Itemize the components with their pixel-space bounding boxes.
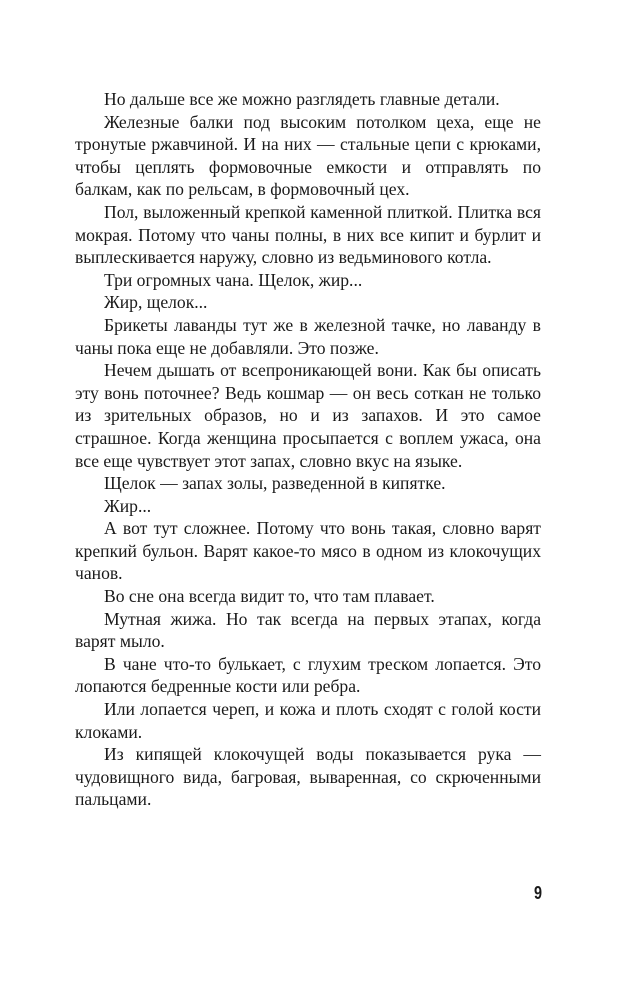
- paragraph: Жир, щелок...: [104, 292, 208, 313]
- page-number: 9: [533, 883, 542, 903]
- paragraph: Жир...: [104, 495, 152, 516]
- paragraph: Или лопается череп, и кожа и плоть сходят с голой кости клоками.: [75, 699, 541, 742]
- paragraph: Во сне она всегда видит то, что там плавает.: [104, 586, 435, 607]
- paragraph: Нечем дышать от всепроникающей вони. Как бы описать эту вонь поточнее? Ведь кошмар — он весь соткан не только из зрительных образов, но и из запахов. И это самое страшное. Когда женщина просыпается с воплем ужаса, она все еще чувствует этот запах, словно вкус на языке.: [75, 360, 541, 471]
- paragraph: В чане что-то булькает, с глухим треском лопается. Это лопаются бедренные кости или ребра.: [75, 653, 541, 697]
- paragraph: Но дальше все же можно разглядеть главные детали.: [104, 89, 500, 109]
- paragraph: Три огромных чана. Щелок, жир...: [104, 269, 363, 290]
- paragraph: Из кипящей клокочущей воды показывается рука — чудовищного вида, багровая, вываренная, со скрюченными пальцами.: [75, 744, 541, 810]
- paragraph: Железные балки под высоким потолком цеха, еще не тронутые ржавчиной. И на них — стальные цепи с крюками, чтобы цеплять формовочные емкости и отправлять по балкам, как по рельсам, в формовочный цех.: [75, 111, 541, 200]
- paragraph: Брикеты лаванды тут же в железной тачке, но лаванду в чаны пока еще не добавляли. Это позже.: [75, 314, 541, 358]
- paragraph: Щелок — запах золы, разведенной в кипятке.: [104, 473, 446, 494]
- paragraph: Мутная жижа. Но так всегда на первых этапах, когда варят мыло.: [75, 608, 541, 652]
- paragraph: Пол, выложенный крепкой каменной плиткой. Плитка вся мокрая. Потому что чаны полны, в них все кипит и бурлит и выплескивается наружу, словно из ведьминового котла.: [75, 201, 541, 268]
- page-text: [75, 88, 541, 811]
- paragraph: А вот тут сложнее. Потому что вонь такая, словно варят крепкий бульон. Варят какое-то мясо в одном из клокочущих чанов.: [75, 518, 541, 584]
